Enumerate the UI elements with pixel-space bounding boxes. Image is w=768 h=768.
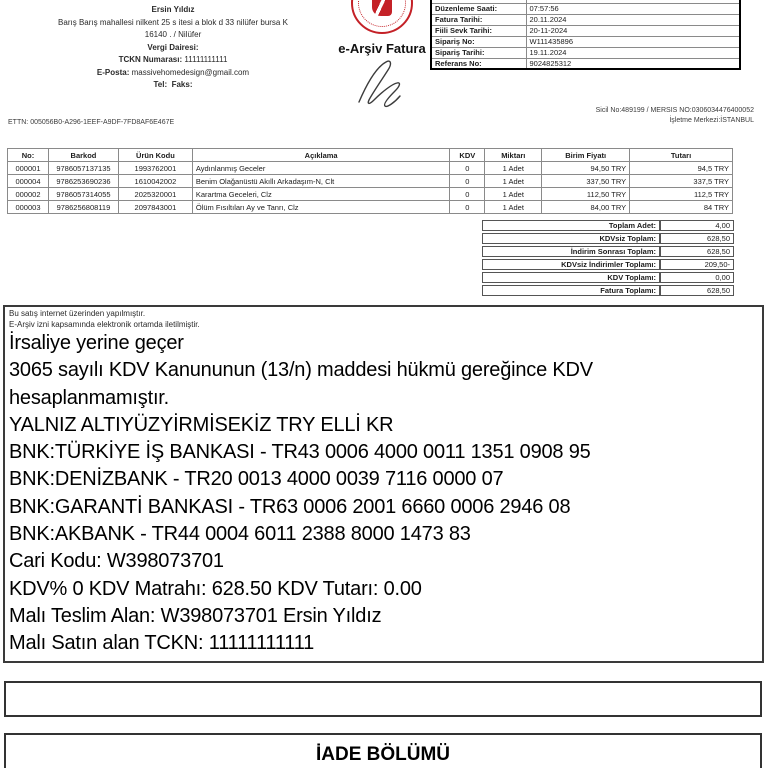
note-small-line: Bu satış internet üzerinden yapılmıştır. [9,309,146,318]
cell-urun-kodu: 1610042002 [118,175,192,188]
cell-miktar: 1 Adet [485,175,542,188]
note-line-amount-words: YALNIZ ALTIYÜZYİRMİSEKİZ TRY ELLİ KR [9,413,394,436]
note-line-kdv-kanunu: 3065 sayılı KDV Kanununun (13/n) maddesi hükmü gereğince KDV hesaplanmamıştır. [9,359,593,409]
total-label: Fatura Toplamı: [482,285,660,296]
cell-miktar: 1 Adet [485,201,542,214]
totals-row [482,285,734,296]
seller-name: Ersin Yıldız [151,5,195,14]
registry-block [596,106,754,126]
cell-miktar: 1 Adet [485,162,542,175]
tckn-value: 11111111111 [184,55,228,64]
gib-logo-icon [351,0,413,34]
seller-tel-faks-line [8,79,338,92]
cell-no: 000001 [8,162,49,175]
empty-note-box [4,681,762,717]
document-header-center [322,0,442,110]
cell-aciklama: Aydınlanmış Geceler [192,162,450,175]
note-line-mali-satin-alan: Malı Satın alan TCKN: 11111111111 [9,632,315,655]
total-value: 628,50 [660,246,734,257]
table-row [8,188,733,201]
cell-birim-fiyat: 94,50 TRY [542,162,630,175]
cell-aciklama: Benim Olağanüstü Akıllı Arkadaşım-N, Clt [192,175,450,188]
meta-label: Referans No: [431,58,526,69]
cell-tutar: 84 TRY [630,201,733,214]
cell-tutar: 337,5 TRY [630,175,733,188]
note-line-cari-kodu: Cari Kodu: W398073701 [9,550,224,573]
meta-value: 19.11.2024 [526,47,740,58]
cell-no: 000004 [8,175,49,188]
meta-value: 07:57:56 [526,3,740,14]
ettn-line [8,119,174,126]
meta-row [431,14,740,25]
meta-value: 9024825312 [526,58,740,69]
total-value: 628,50 [660,285,734,296]
cell-aciklama: Ölüm Fısıltıları Ay ve Tanrı, Clz [192,201,450,214]
cell-birim-fiyat: 112,50 TRY [542,188,630,201]
cell-no: 000002 [8,188,49,201]
iade-section-title: İADE BÖLÜMÜ [315,744,451,765]
ettn-label: ETTN: [8,119,29,126]
totals-row [482,259,734,270]
meta-row [431,36,740,47]
cell-kdv: 0 [450,175,485,188]
total-value: 209,50- [660,259,734,270]
document-type-title: e-Arşiv Fatura [338,41,426,56]
cell-aciklama: Karartma Geceleri, Clz [192,188,450,201]
col-header-barkod: Barkod [48,149,118,162]
seller-address-line1: Barış Barış mahallesi nilkent 25 s itesi a blok d 33 nilüfer bursa K [58,17,288,27]
iade-section-box [4,733,762,768]
total-value: 0,00 [660,272,734,283]
cell-barkod: 9786057137135 [48,162,118,175]
note-line-bank-isbankasi: BNK:TÜRKİYE İŞ BANKASI - TR43 0006 4000 0011 1351 0908 95 [9,441,591,464]
totals-row [482,233,734,244]
note-line-bank-akbank: BNK:AKBANK - TR44 0004 6011 2388 8000 1473 83 [9,523,471,546]
tel-label: Tel: [153,80,168,89]
isletme-merkezi-line: İşletme Merkezi:İSTANBUL [669,117,754,124]
ettn-value: 005056B0-A296-1EEF-A9DF-7FD8AF6E467E [30,119,175,126]
seller-email-line [8,67,338,80]
items-header-row [8,149,733,162]
col-header-kdv: KDV [450,149,485,162]
cell-miktar: 1 Adet [485,188,542,201]
meta-row [431,47,740,58]
invoice-meta-table [430,0,741,70]
meta-value: 20-11-2024 [526,25,740,36]
total-value: 4,00 [660,220,734,231]
meta-row [431,3,740,14]
meta-label: Düzenleme Saati: [431,3,526,14]
total-value: 628,50 [660,233,734,244]
cell-birim-fiyat: 84,00 TRY [542,201,630,214]
total-label: KDVsiz İndirimler Toplamı: [482,259,660,270]
note-line-bank-denizbank: BNK:DENİZBANK - TR20 0013 4000 0039 7116 0000 07 [9,468,504,491]
cell-no: 000003 [8,201,49,214]
meta-label: Fatura Tarihi: [431,14,526,25]
meta-value: W111435896 [526,36,740,47]
meta-label: Sipariş Tarihi: [431,47,526,58]
meta-row [431,25,740,36]
col-header-miktari: Miktarı [485,149,542,162]
eposta-label: E-Posta: [96,67,130,77]
gib-logo-emblem [372,0,392,16]
faks-label: Faks: [171,80,193,89]
meta-row [431,58,740,69]
eposta-value: massivehomedesign@gmail.com [131,67,250,77]
totals-row [482,220,734,231]
cell-birim-fiyat: 337,50 TRY [542,175,630,188]
table-row [8,162,733,175]
note-line-mali-teslim-alan: Malı Teslim Alan: W398073701 Ersin Yıldız [9,604,382,627]
cell-kdv: 0 [450,188,485,201]
cell-barkod: 9786253690236 [48,175,118,188]
signature-icon [345,58,419,110]
note-line-kdv-matrah: KDV% 0 KDV Matrahı: 628.50 KDV Tutarı: 0.00 [9,577,422,600]
col-header-tutari: Tutarı [630,149,733,162]
seller-info-block [8,4,338,92]
table-row [8,175,733,188]
vergi-dairesi-label: Vergi Dairesi: [147,42,199,52]
note-line-bank-garanti: BNK:GARANTİ BANKASI - TR63 0006 2001 6660 0006 2946 08 [9,495,571,518]
cell-kdv: 0 [450,201,485,214]
total-label: KDV Toplamı: [482,272,660,283]
cell-urun-kodu: 2025320001 [118,188,192,201]
cell-barkod: 9786256808119 [48,201,118,214]
totals-row [482,272,734,283]
meta-value: 20.11.2024 [526,14,740,25]
seller-address-line2: 16140 . / Nilüfer [144,30,202,39]
cell-tutar: 112,5 TRY [630,188,733,201]
total-label: Toplam Adet: [482,220,660,231]
totals-table [482,218,734,298]
table-row [8,201,733,214]
meta-label: Fiili Sevk Tarihi: [431,25,526,36]
tckn-label: TCKN Numarası: [118,55,183,64]
note-line-irsaliye: İrsaliye yerine geçer [9,332,184,354]
cell-kdv: 0 [450,162,485,175]
line-items-table [7,148,733,214]
cell-barkod: 9786057314055 [48,188,118,201]
notes-box [3,305,764,663]
col-header-urun-kodu: Ürün Kodu [118,149,192,162]
col-header-aciklama: Açıklama [192,149,450,162]
cell-tutar: 94,5 TRY [630,162,733,175]
note-small-line: E-Arşiv izni kapsamında elektronik ortamda iletilmiştir. [9,319,200,329]
meta-label: Sipariş No: [431,36,526,47]
totals-row [482,246,734,257]
cell-urun-kodu: 2097843001 [118,201,192,214]
col-header-birim-fiyati: Birim Fiyatı [542,149,630,162]
cell-urun-kodu: 1993762001 [118,162,192,175]
col-header-no: No: [8,149,49,162]
sicil-mersis-line: Sicil No:489199 / MERSIS NO:0306034476400052 [595,107,754,114]
total-label: İndirim Sonrası Toplam: [482,246,660,257]
seller-tckn-line [8,54,338,67]
total-label: KDVsiz Toplam: [482,233,660,244]
